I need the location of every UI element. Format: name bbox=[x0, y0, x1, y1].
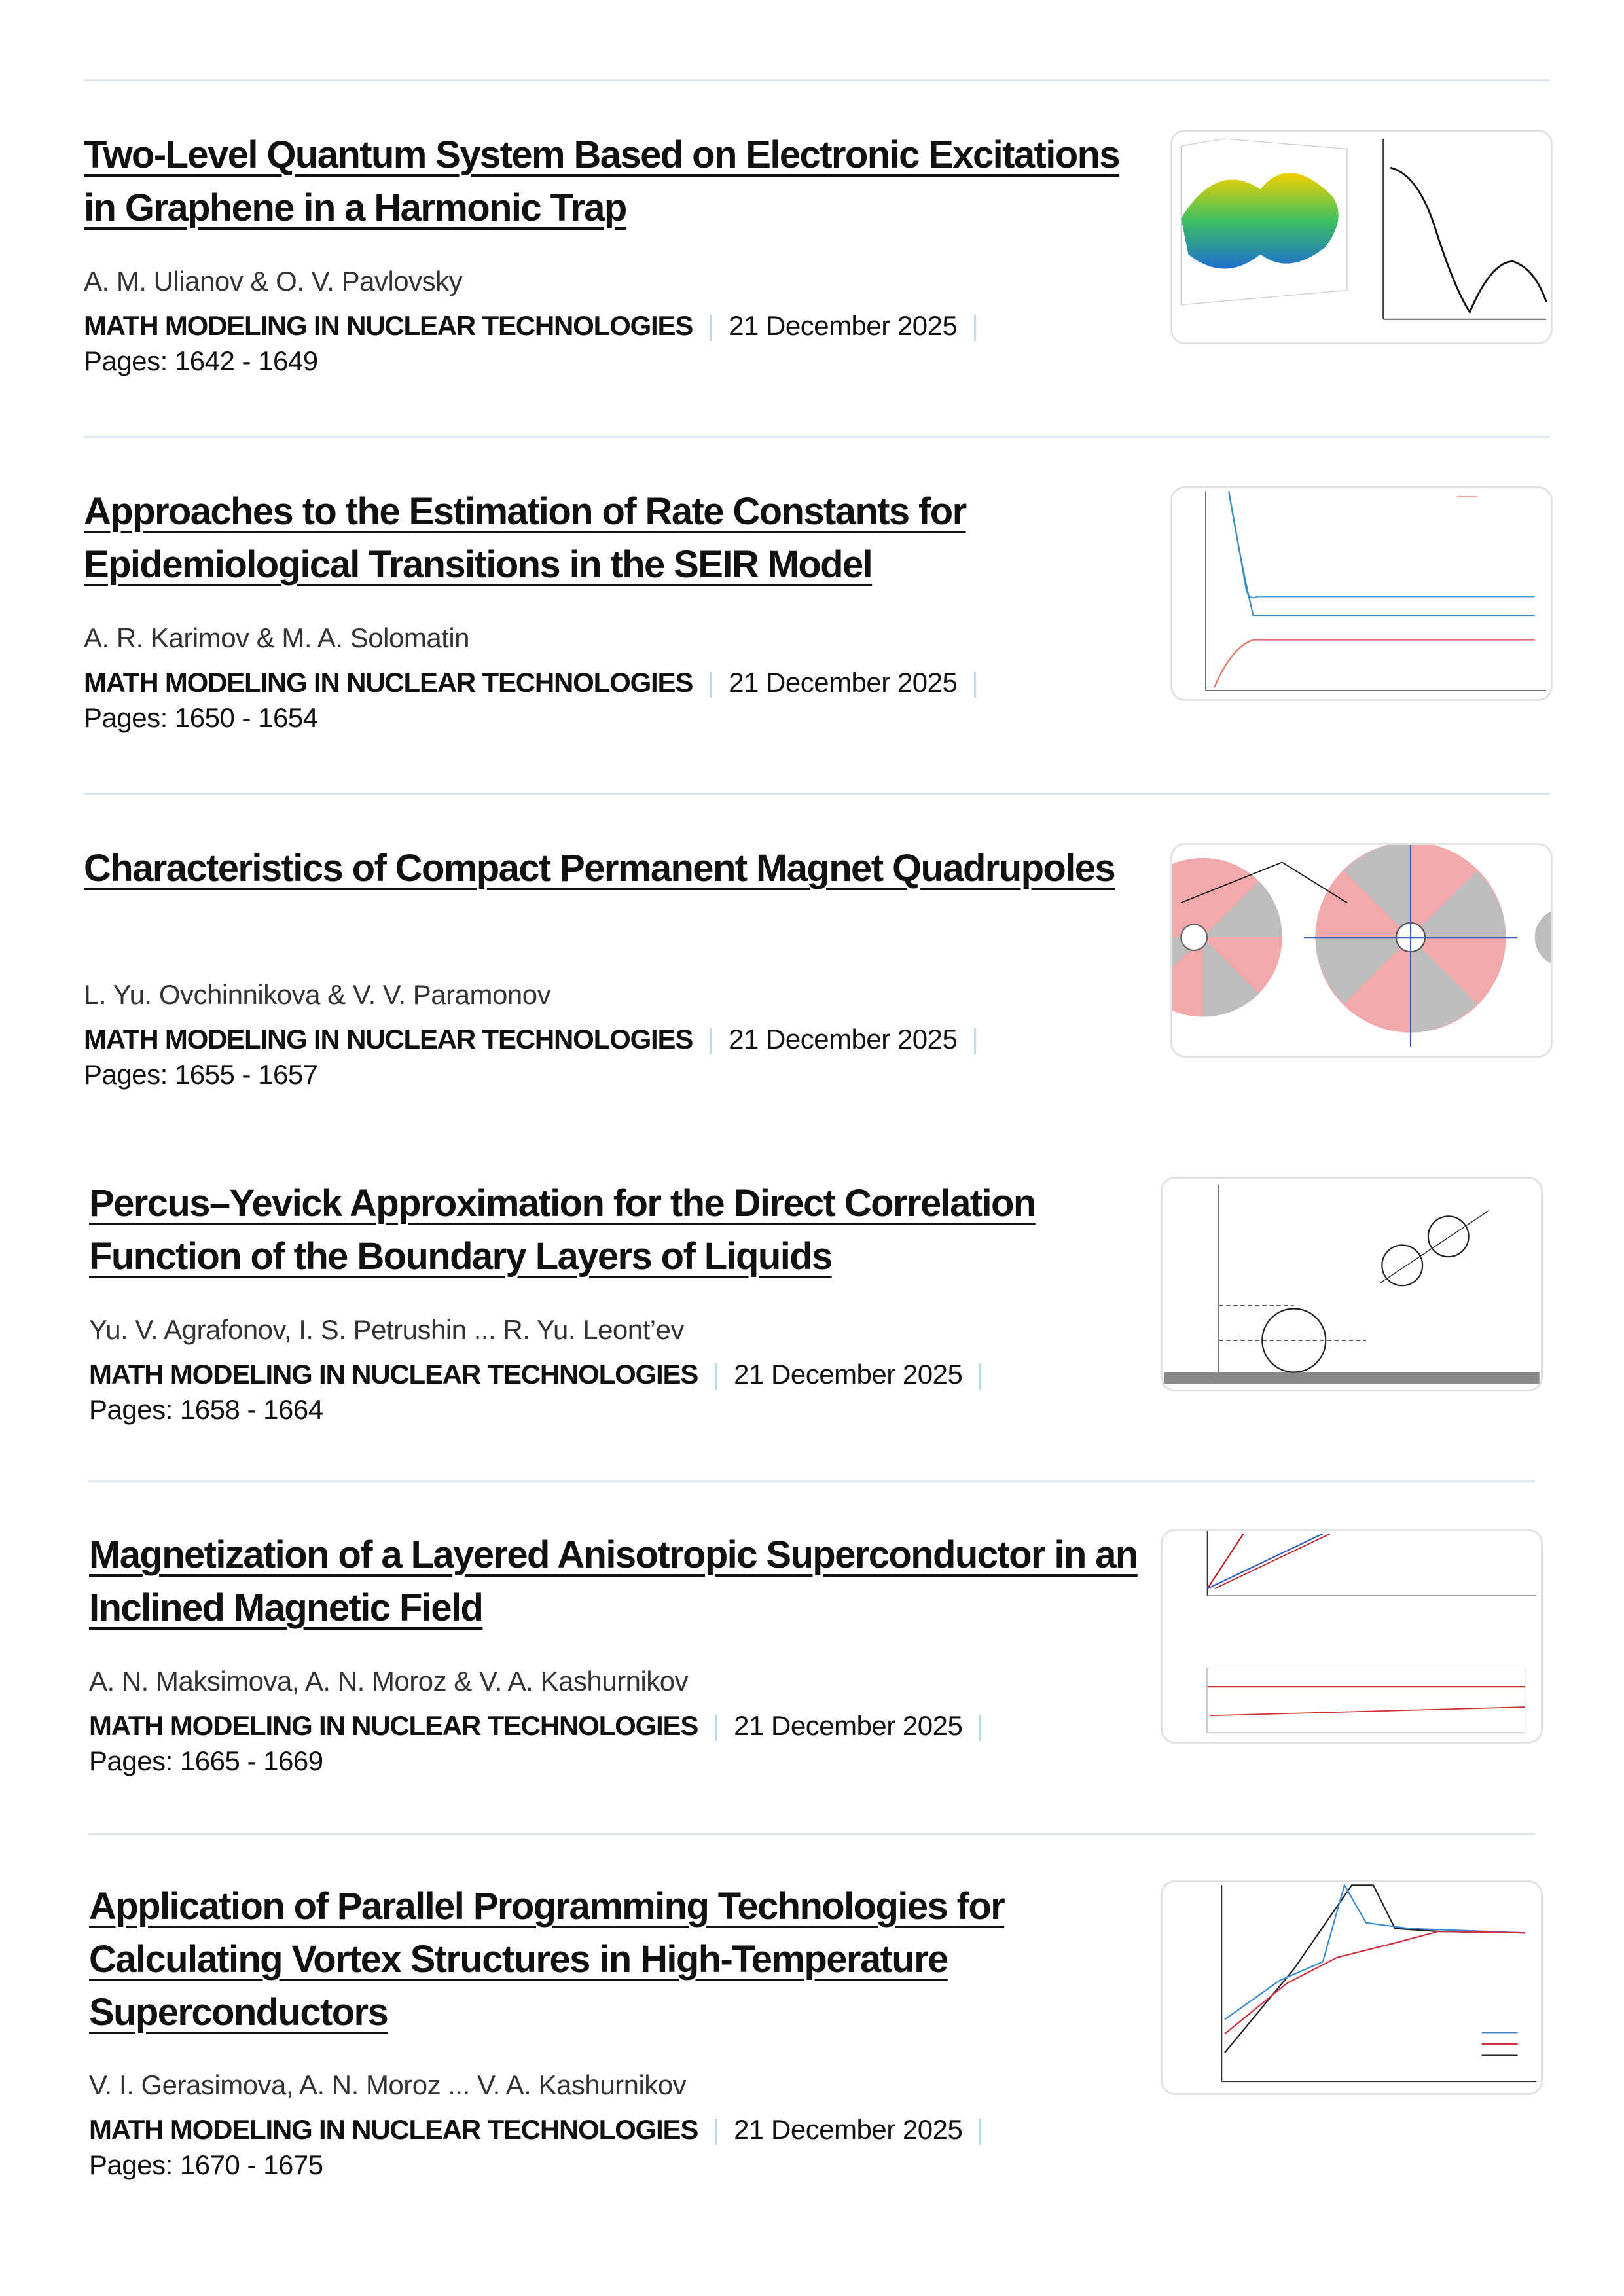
magnetization-plot-figure bbox=[1163, 1531, 1541, 1742]
separator bbox=[974, 672, 976, 698]
article-authors: A. M. Ulianov & O. V. Pavlovsky bbox=[84, 266, 463, 296]
separator bbox=[710, 1028, 712, 1054]
article-pages: Pages: 1642 - 1649 bbox=[84, 346, 318, 376]
article-title-link[interactable]: Characteristics of Compact Permanent Magnet Quadrupoles bbox=[84, 847, 1115, 889]
separator bbox=[974, 315, 976, 341]
article-thumbnail[interactable] bbox=[1161, 1880, 1543, 2095]
article-title[interactable] bbox=[89, 1880, 1163, 2039]
publish-date: 21 December 2025 bbox=[729, 310, 958, 341]
article-authors: A. N. Maksimova, A. N. Moroz & V. A. Kashurnikov bbox=[89, 1666, 689, 1696]
hard-sphere-wall-figure bbox=[1163, 1179, 1541, 1390]
article-pages: Pages: 1670 - 1675 bbox=[89, 2149, 323, 2180]
article-thumbnail[interactable] bbox=[1170, 843, 1553, 1058]
journal-link[interactable]: MATH MODELING IN NUCLEAR TECHNOLOGIES bbox=[89, 1710, 698, 1741]
article-pages: Pages: 1665 - 1669 bbox=[89, 1746, 323, 1776]
article-title[interactable] bbox=[89, 1528, 1163, 1634]
article-authors: V. I. Gerasimova, A. N. Moroz ... V. A. Kashurnikov bbox=[89, 2070, 687, 2100]
article-meta bbox=[84, 1024, 993, 1055]
journal-link[interactable]: MATH MODELING IN NUCLEAR TECHNOLOGIES bbox=[84, 1024, 693, 1054]
separator bbox=[974, 1028, 976, 1054]
journal-link[interactable]: MATH MODELING IN NUCLEAR TECHNOLOGIES bbox=[84, 310, 693, 341]
article-thumbnail[interactable] bbox=[1161, 1177, 1543, 1391]
article-thumbnail[interactable] bbox=[1170, 130, 1553, 344]
publish-date: 21 December 2025 bbox=[734, 1710, 963, 1741]
magnet-quadrupole-figure bbox=[1172, 845, 1551, 1056]
article-meta bbox=[89, 2114, 998, 2145]
article-title-link[interactable]: Two-Level Quantum System Based on Electronic Excitations in Graphene in a Harmonic Trap bbox=[84, 134, 1120, 229]
separator bbox=[715, 2119, 717, 2145]
article-authors: Yu. V. Agrafonov, I. S. Petrushin ... R. Yu. Leont’ev bbox=[89, 1314, 684, 1345]
publish-date: 21 December 2025 bbox=[734, 1359, 963, 1390]
separator bbox=[979, 1715, 981, 1741]
publish-date: 21 December 2025 bbox=[734, 2114, 963, 2145]
article-authors: L. Yu. Ovchinnikova & V. V. Paramonov bbox=[84, 979, 551, 1010]
seir-plot-figure bbox=[1172, 488, 1551, 699]
article-meta bbox=[89, 1359, 998, 1390]
separator bbox=[710, 672, 712, 698]
article-title[interactable] bbox=[84, 128, 1157, 234]
article-thumbnail[interactable] bbox=[1170, 486, 1553, 701]
article-title-link[interactable]: Magnetization of a Layered Anisotropic Superconductor in an Inclined Magnetic Field bbox=[89, 1534, 1138, 1629]
vortex-magnetization-figure bbox=[1163, 1882, 1541, 2093]
article-meta bbox=[84, 667, 993, 698]
divider bbox=[84, 79, 1550, 81]
graphene-band-figure bbox=[1172, 132, 1551, 342]
journal-link[interactable]: MATH MODELING IN NUCLEAR TECHNOLOGIES bbox=[89, 1359, 698, 1390]
separator bbox=[715, 1363, 717, 1390]
article-title-link[interactable]: Approaches to the Estimation of Rate Constants for Epidemiological Transitions in the SEIR Model bbox=[84, 490, 966, 586]
article-authors: A. R. Karimov & M. A. Solomatin bbox=[84, 622, 470, 653]
article-meta bbox=[84, 310, 993, 342]
divider bbox=[84, 436, 1550, 438]
article-title[interactable] bbox=[84, 842, 1157, 895]
article-meta bbox=[89, 1710, 998, 1742]
separator bbox=[979, 2119, 981, 2145]
journal-link[interactable]: MATH MODELING IN NUCLEAR TECHNOLOGIES bbox=[89, 2114, 698, 2145]
article-pages: Pages: 1655 - 1657 bbox=[84, 1059, 318, 1090]
divider bbox=[84, 793, 1550, 795]
article-title[interactable] bbox=[89, 1177, 1163, 1283]
separator bbox=[979, 1363, 981, 1390]
article-pages: Pages: 1658 - 1664 bbox=[89, 1394, 323, 1425]
article-pages: Pages: 1650 - 1654 bbox=[84, 702, 318, 733]
article-title[interactable] bbox=[84, 485, 1157, 591]
article-thumbnail[interactable] bbox=[1161, 1529, 1543, 1744]
publish-date: 21 December 2025 bbox=[729, 667, 958, 698]
separator bbox=[710, 315, 712, 341]
journal-link[interactable]: MATH MODELING IN NUCLEAR TECHNOLOGIES bbox=[84, 667, 693, 698]
separator bbox=[715, 1715, 717, 1741]
article-title-link[interactable]: Percus–Yevick Approximation for the Direct Correlation Function of the Boundary Layers of Liquids bbox=[89, 1182, 1036, 1278]
article-title-link[interactable]: Application of Parallel Programming Technologies for Calculating Vortex Structures in High-Temperature Superconductors bbox=[89, 1885, 1005, 2034]
publish-date: 21 December 2025 bbox=[729, 1024, 958, 1054]
